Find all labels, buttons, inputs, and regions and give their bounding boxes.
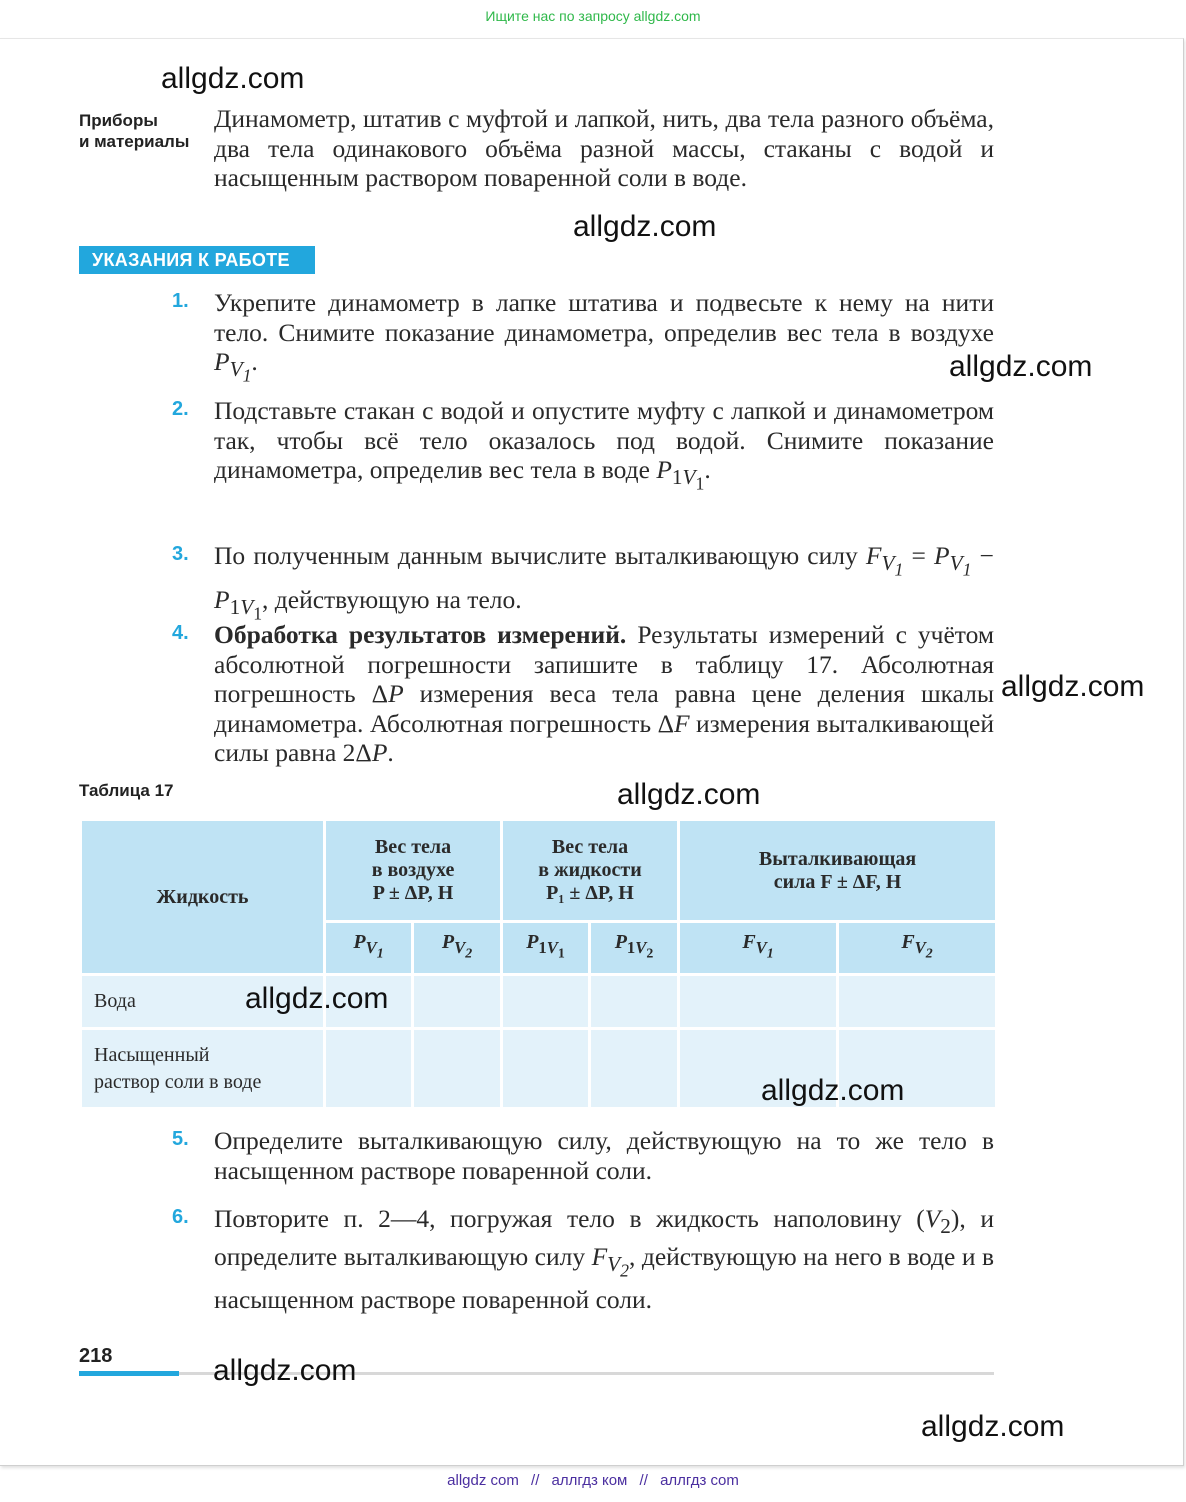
footer-link[interactable]: аллгдз com [660, 1472, 739, 1489]
step-text: Повторите п. 2—4, погружая тело в жидкость наполовину ( [214, 1204, 925, 1233]
row-label-line: раствор соли в воде [94, 1070, 262, 1093]
watermark: allgdz.com [213, 1354, 357, 1387]
header-line: Вес тела [551, 836, 629, 858]
step-text: По полученным данным вычислите выталкивающую силу [214, 541, 866, 570]
top-banner [0, 0, 1186, 38]
header-weight-air [325, 820, 502, 922]
step-1: 1. Укрепите динамометр в лапке штатива и подвесьте к нему на нити тело. Снимите показание динамометра, определив вес тела в воздухе $P_{V_1}$. [172, 288, 994, 386]
watermark: allgdz.com [761, 1074, 905, 1107]
footer-link[interactable]: аллгдз ком [551, 1472, 628, 1489]
header-line: сила F ± ΔF, Н [773, 870, 902, 893]
table-cell [413, 975, 502, 1029]
subheader-fv2: $F_{V_2}$ [838, 922, 997, 975]
materials-text: Динамометр, штатив с муфтой и лапкой, нить, два тела разного объёма, два тела одинакового объёма разной массы, стаканы с водой и насыщенным раствором поваренной соли в воде. [214, 104, 994, 192]
table-caption: Таблица 17 [79, 781, 174, 800]
header-weight-liquid [502, 820, 679, 922]
header-line: Вес тела [374, 836, 452, 858]
table-cell [413, 1029, 502, 1109]
step-4: 4. Обработка результатов измерений. Результаты измерений с учётом абсолютной погрешности запишите в таблицу 17. Абсолютная погрешность ΔP измерения веса тела равна цене деления шкалы динамометра. Абсолютная погрешность ΔF измерения выталкивающей силы равна 2ΔP. [172, 620, 995, 767]
subheader-fv1: $F_{V_1}$ [679, 922, 838, 975]
step-text: измерения веса тела равна цене деления шкалы динамометра. Абсолютная погрешность [214, 679, 994, 738]
subheader-p1v2: $P_{1V_2}$ [590, 922, 679, 975]
watermark: allgdz.com [1001, 670, 1145, 703]
step-5 [172, 1126, 994, 1185]
step-number: 4. [172, 622, 189, 644]
page-number: 218 [79, 1345, 113, 1367]
step-number: 6. [172, 1206, 189, 1228]
step-text: ), и определите выталкивающую силу [214, 1204, 994, 1271]
step-number: 3. [172, 543, 189, 565]
step-text: Укрепите динамометр в лапке штатива и подвесьте к нему на нити тело. Снимите показание динамометра, определив вес тела в воздухе [214, 288, 994, 347]
step-number: 1. [172, 290, 189, 312]
step-number: 2. [172, 398, 189, 420]
header-line: P ± ΔP, Н [372, 882, 454, 904]
header-line: P₁ ± ΔP, Н [546, 882, 634, 904]
watermark: allgdz.com [245, 982, 389, 1015]
step-bold-text: Обработка результатов измерений. [214, 620, 627, 649]
step-text: Результаты измерений с учётом абсолютной погрешности запишите в таблицу 17. Абсолютная погрешность [214, 620, 994, 708]
step-text: измерения выталкивающей силы равна [214, 708, 995, 767]
table-cell [679, 975, 838, 1029]
table-row [81, 975, 997, 1029]
header-line: в жидкости [538, 859, 642, 881]
header-line: в воздухе [371, 859, 455, 881]
header-liquid: Жидкость [81, 820, 325, 975]
row-label-line: Вода [94, 990, 136, 1012]
header-line: Выталкивающая [758, 847, 917, 870]
header-buoyant-force [679, 820, 997, 922]
footer-link[interactable]: allgdz com [447, 1472, 519, 1489]
footer-accent-bar [79, 1371, 179, 1376]
instructions-heading: УКАЗАНИЯ К РАБОТЕ [79, 246, 315, 274]
bottom-links [0, 1472, 1186, 1489]
step-6: 6. Повторите п. 2—4, погружая тело в жидкость наполовину $(V_2)$, и определите выталкивающую силу $F_{V_2}$, действующую на него в воде и в насыщенном растворе поваренной соли. [172, 1204, 994, 1315]
materials-label-line: и материалы [79, 132, 190, 151]
materials-label-line: Приборы [79, 111, 158, 130]
step-text: Подставьте стакан с водой и опустите муфту с лапкой и динамометром так, чтобы всё тело оказалось под водой. Снимите показание динамометра, определив вес тела в воде [214, 396, 994, 484]
watermark: allgdz.com [161, 62, 305, 95]
table-cell [325, 1029, 413, 1109]
watermark: allgdz.com [573, 210, 717, 243]
step-text: , действующую на него в воде и в насыщенном растворе поваренной соли. [214, 1241, 994, 1315]
table-cell [590, 1029, 679, 1109]
step-text: Определите выталкивающую силу, действующую на то же тело в насыщенном растворе поваренной соли. [214, 1126, 994, 1185]
step-3: 3. По полученным данным вычислите выталкивающую силу $F_{V_1} = P_{V_1} - P_{1V_1}$, действующую на тело. [172, 541, 994, 624]
watermark: allgdz.com [617, 778, 761, 811]
watermark: allgdz.com [949, 350, 1093, 383]
search-promo-text[interactable]: Ищите нас по запросу allgdz.com [485, 8, 701, 24]
table-cell [838, 975, 997, 1029]
watermark: allgdz.com [921, 1410, 1065, 1443]
step-text: , действующую на тело. [262, 584, 522, 614]
row-label [81, 1029, 325, 1109]
table-cell [502, 975, 590, 1029]
row-label-line: Насыщенный [94, 1043, 210, 1066]
table-cell [502, 1029, 590, 1109]
step-2: 2. Подставьте стакан с водой и опустите муфту с лапкой и динамометром так, чтобы всё тело оказалось под водой. Снимите показание динамометра, определив вес тела в воде $P_{1V_1}$. [172, 396, 994, 494]
footer-separator: // [639, 1472, 648, 1489]
footer-separator: // [531, 1472, 540, 1489]
subheader-pv2: $P_{V_2}$ [413, 922, 502, 975]
subheader-p1v1: $P_{1V_1}$ [502, 922, 590, 975]
table-cell [590, 975, 679, 1029]
subheader-pv1: $P_{V_1}$ [325, 922, 413, 975]
step-number: 5. [172, 1128, 189, 1150]
results-table [79, 818, 998, 1110]
materials-label [79, 110, 189, 152]
